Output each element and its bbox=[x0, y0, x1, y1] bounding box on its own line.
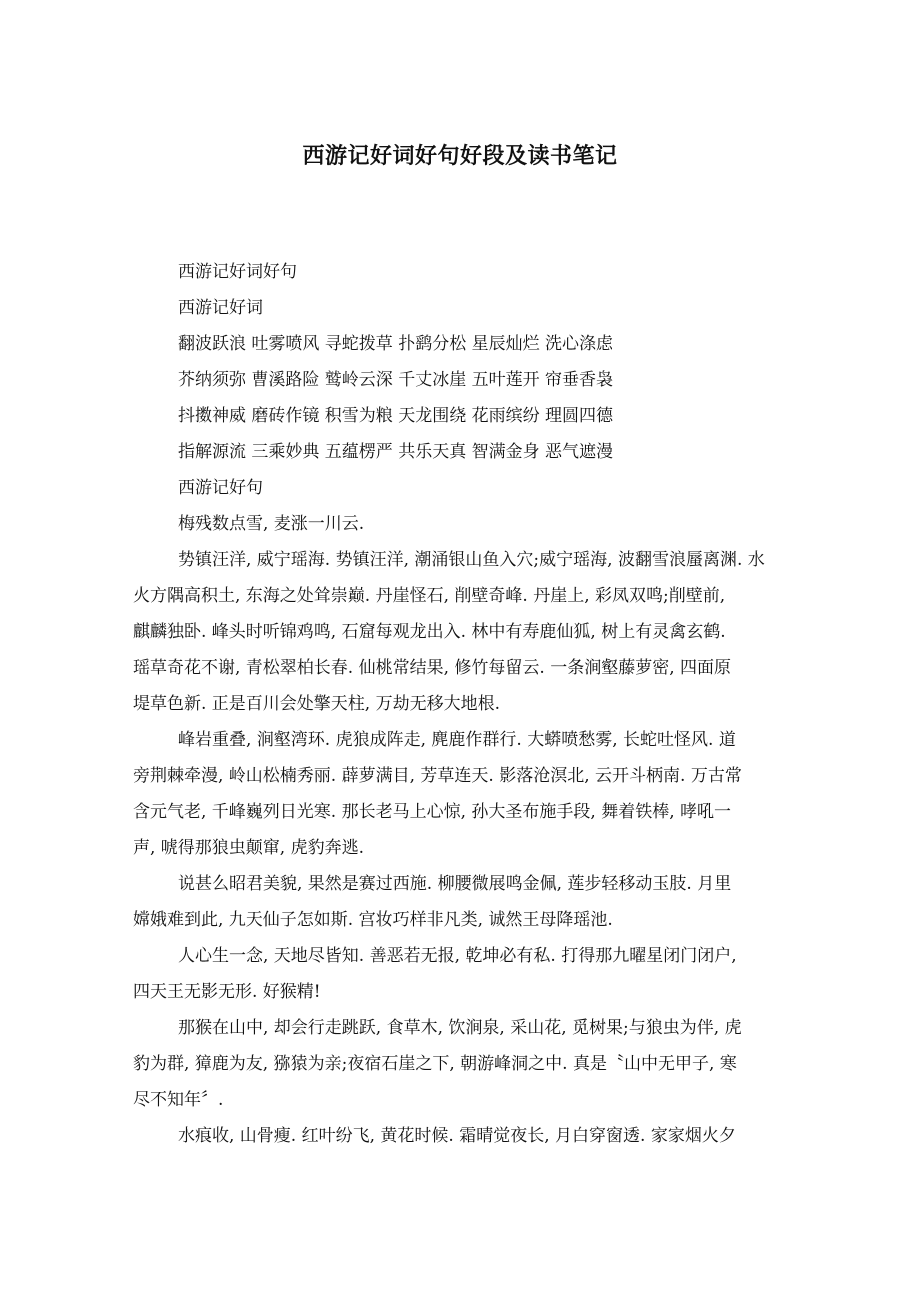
text-line: 峰岩重叠, 涧壑湾环. 虎狼成阵走, 麂鹿作群行. 大蟒喷愁雾, 长蛇吐怪风. 道 bbox=[178, 730, 736, 750]
text-line: 声, 唬得那狼虫颠窜, 虎豹奔逃. bbox=[133, 838, 365, 858]
text-line: 指解源流 三乘妙典 五蕴楞严 共乐天真 智满金身 恶气遮漫 bbox=[178, 442, 614, 462]
text-line: 含元气老, 千峰巍列日光寒. 那长老马上心惊, 孙大圣布施手段, 舞着铁棒, 哮吼一 bbox=[133, 802, 732, 822]
text-line: 水痕收, 山骨瘦. 红叶纷飞, 黄花时候. 霜晴觉夜长, 月白穿窗透. 家家烟火夕 bbox=[178, 1126, 736, 1146]
text-line: 人心生一念, 天地尽皆知. 善恶若无报, 乾坤必有私. 打得那九曜星闭门闭户, bbox=[178, 946, 737, 966]
text-line: 尽不知年〞. bbox=[133, 1090, 224, 1110]
text-line: 嫦娥难到此, 九天仙子怎如斯. 宫妆巧样非凡类, 诚然王母降瑶池. bbox=[133, 910, 613, 930]
text-line: 麒麟独卧. 峰头时听锦鸡鸣, 石窟每观龙出入. 林中有寿鹿仙狐, 树上有灵禽玄鹤. bbox=[133, 622, 726, 642]
text-line: 芥纳须弥 曹溪路险 鹫岭云深 千丈冰崖 五叶莲开 帘垂香袅 bbox=[178, 370, 614, 390]
document-body bbox=[133, 254, 823, 1154]
text-line: 瑶草奇花不谢, 青松翠柏长春. 仙桃常结果, 修竹每留云. 一条涧壑藤萝密, 四面原 bbox=[133, 658, 732, 678]
text-line: 旁荆棘牵漫, 岭山松楠秀丽. 薜萝满目, 芳草连天. 影落沧溟北, 云开斗柄南. 万古常 bbox=[133, 766, 742, 786]
text-line: 西游记好词 bbox=[178, 298, 263, 318]
text-line: 豹为群, 獐鹿为友, 猕猿为亲;夜宿石崖之下, 朝游峰洞之中. 真是〝山中无甲子, 寒 bbox=[133, 1054, 737, 1074]
text-line: 那猴在山中, 却会行走跳跃, 食草木, 饮涧泉, 采山花, 觅树果;与狼虫为伴, 虎 bbox=[178, 1018, 742, 1038]
text-line: 抖擞神威 磨砖作镜 积雪为粮 天龙围绕 花雨缤纷 理圆四德 bbox=[178, 406, 614, 426]
text-line: 说甚么昭君美貌, 果然是赛过西施. 柳腰微展鸣金佩, 莲步轻移动玉肢. 月里 bbox=[178, 874, 732, 894]
text-line: 四天王无影无形. 好猴精! bbox=[133, 982, 321, 1002]
text-line: 堤草色新. 正是百川会处擎天柱, 万劫无移大地根. bbox=[133, 694, 501, 714]
text-line: 西游记好词好句 bbox=[178, 262, 297, 282]
text-line: 火方隅高积土, 东海之处耸崇巅. 丹崖怪石, 削壁奇峰. 丹崖上, 彩凤双鸣;削壁前, bbox=[133, 586, 726, 606]
document-title: 西游记好词好句好段及读书笔记 bbox=[302, 143, 618, 169]
text-line: 翻波跃浪 吐雾喷风 寻蛇拨草 扑鹞分松 星辰灿烂 洗心涤虑 bbox=[178, 334, 614, 354]
text-line: 西游记好句 bbox=[178, 478, 263, 498]
text-line: 势镇汪洋, 威宁瑶海. 势镇汪洋, 潮涌银山鱼入穴;威宁瑶海, 波翻雪浪蜃离渊. 水 bbox=[178, 550, 765, 570]
text-line: 梅残数点雪, 麦涨一川云. bbox=[178, 514, 365, 534]
